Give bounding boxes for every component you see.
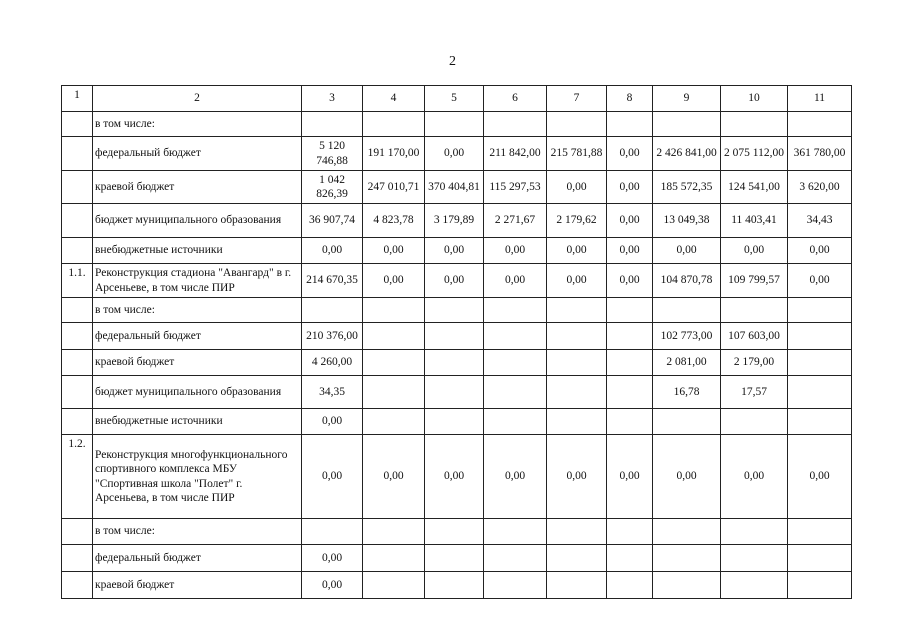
value-cell <box>653 298 721 323</box>
value-cell <box>653 112 721 137</box>
row-label: краевой бюджет <box>93 171 302 204</box>
value-cell: 0,00 <box>302 238 363 264</box>
value-cell: 0,00 <box>484 435 547 519</box>
value-cell <box>607 572 653 599</box>
value-cell <box>363 519 425 545</box>
value-cell <box>788 572 852 599</box>
value-cell: 102 773,00 <box>653 323 721 350</box>
table-row <box>62 409 852 435</box>
value-cell: 34,43 <box>788 204 852 238</box>
value-cell: 3 620,00 <box>788 171 852 204</box>
value-cell: 124 541,00 <box>721 171 788 204</box>
value-cell: 0,00 <box>721 238 788 264</box>
table-row <box>62 545 852 572</box>
value-cell: 109 799,57 <box>721 264 788 298</box>
value-cell: 210 376,00 <box>302 323 363 350</box>
table-row <box>62 435 852 519</box>
value-cell: 0,00 <box>302 435 363 519</box>
value-cell <box>484 298 547 323</box>
row-number <box>62 409 93 435</box>
value-cell: 0,00 <box>547 171 607 204</box>
value-cell: 4 260,00 <box>302 350 363 376</box>
value-cell: 211 842,00 <box>484 137 547 171</box>
row-label: Реконструкция многофункционального спортивного комплекса МБУ "Спортивная школа "Полет" г. Арсеньева, в том числе ПИР <box>93 435 302 519</box>
value-cell: 361 780,00 <box>788 137 852 171</box>
value-cell <box>607 519 653 545</box>
row-label: федеральный бюджет <box>93 137 302 171</box>
row-number <box>62 376 93 409</box>
value-cell <box>788 350 852 376</box>
value-cell: 0,00 <box>607 171 653 204</box>
value-cell <box>484 350 547 376</box>
table-row <box>62 137 852 171</box>
value-cell: 0,00 <box>363 238 425 264</box>
value-cell <box>302 298 363 323</box>
value-cell: 2 081,00 <box>653 350 721 376</box>
value-cell: 13 049,38 <box>653 204 721 238</box>
value-cell: 3 179,89 <box>425 204 484 238</box>
column-header: 6 <box>484 86 547 112</box>
value-cell: 0,00 <box>607 137 653 171</box>
row-number: 1.2. <box>62 435 93 519</box>
table-row <box>62 323 852 350</box>
value-cell: 0,00 <box>484 238 547 264</box>
value-cell <box>425 112 484 137</box>
table-row <box>62 350 852 376</box>
value-cell: 215 781,88 <box>547 137 607 171</box>
row-label: краевой бюджет <box>93 350 302 376</box>
value-cell: 0,00 <box>788 435 852 519</box>
value-cell: 0,00 <box>607 264 653 298</box>
value-cell <box>425 298 484 323</box>
column-header: 10 <box>721 86 788 112</box>
value-cell <box>721 572 788 599</box>
value-cell: 0,00 <box>547 238 607 264</box>
value-cell: 5 120 746,88 <box>302 137 363 171</box>
table-row <box>62 572 852 599</box>
row-number <box>62 350 93 376</box>
value-cell <box>547 376 607 409</box>
value-cell: 0,00 <box>547 435 607 519</box>
row-label: федеральный бюджет <box>93 545 302 572</box>
row-number <box>62 204 93 238</box>
value-cell: 0,00 <box>363 435 425 519</box>
value-cell <box>721 298 788 323</box>
column-header: 5 <box>425 86 484 112</box>
value-cell: 2 271,67 <box>484 204 547 238</box>
value-cell: 0,00 <box>653 238 721 264</box>
row-number: 1.1. <box>62 264 93 298</box>
value-cell <box>363 298 425 323</box>
value-cell <box>363 350 425 376</box>
table-row <box>62 204 852 238</box>
value-cell: 370 404,81 <box>425 171 484 204</box>
row-number <box>62 112 93 137</box>
value-cell <box>363 572 425 599</box>
value-cell <box>484 409 547 435</box>
value-cell: 191 170,00 <box>363 137 425 171</box>
value-cell <box>547 519 607 545</box>
budget-table <box>61 85 852 599</box>
value-cell: 0,00 <box>425 264 484 298</box>
value-cell <box>302 519 363 545</box>
table-row <box>62 264 852 298</box>
value-cell: 0,00 <box>302 572 363 599</box>
table-row <box>62 112 852 137</box>
value-cell <box>653 545 721 572</box>
value-cell <box>653 409 721 435</box>
row-label: внебюджетные источники <box>93 238 302 264</box>
value-cell: 0,00 <box>788 238 852 264</box>
value-cell <box>425 323 484 350</box>
value-cell <box>788 112 852 137</box>
value-cell <box>547 323 607 350</box>
value-cell <box>653 572 721 599</box>
row-label: Реконструкция стадиона "Авангард" в г. Арсеньеве, в том числе ПИР <box>93 264 302 298</box>
value-cell <box>363 376 425 409</box>
row-label: в том числе: <box>93 519 302 545</box>
row-number <box>62 238 93 264</box>
value-cell: 16,78 <box>653 376 721 409</box>
column-header: 1 <box>62 86 93 112</box>
value-cell: 0,00 <box>653 435 721 519</box>
value-cell <box>607 376 653 409</box>
column-header: 11 <box>788 86 852 112</box>
table-header-row <box>62 86 852 112</box>
value-cell <box>484 112 547 137</box>
row-number <box>62 298 93 323</box>
row-label: внебюджетные источники <box>93 409 302 435</box>
value-cell: 115 297,53 <box>484 171 547 204</box>
value-cell: 2 075 112,00 <box>721 137 788 171</box>
value-cell <box>425 350 484 376</box>
value-cell <box>788 545 852 572</box>
value-cell <box>547 112 607 137</box>
value-cell: 4 823,78 <box>363 204 425 238</box>
value-cell: 0,00 <box>607 238 653 264</box>
row-number <box>62 572 93 599</box>
value-cell <box>721 409 788 435</box>
value-cell <box>547 572 607 599</box>
row-number <box>62 519 93 545</box>
value-cell <box>363 409 425 435</box>
value-cell: 104 870,78 <box>653 264 721 298</box>
value-cell <box>788 376 852 409</box>
value-cell: 107 603,00 <box>721 323 788 350</box>
value-cell: 11 403,41 <box>721 204 788 238</box>
value-cell: 2 426 841,00 <box>653 137 721 171</box>
value-cell <box>363 112 425 137</box>
column-header: 9 <box>653 86 721 112</box>
column-header: 3 <box>302 86 363 112</box>
row-number <box>62 323 93 350</box>
table-row <box>62 376 852 409</box>
value-cell <box>425 376 484 409</box>
value-cell: 1 042 826,39 <box>302 171 363 204</box>
value-cell: 0,00 <box>302 545 363 572</box>
row-label: федеральный бюджет <box>93 323 302 350</box>
value-cell: 185 572,35 <box>653 171 721 204</box>
row-label: бюджет муниципального образования <box>93 376 302 409</box>
value-cell <box>547 545 607 572</box>
value-cell: 214 670,35 <box>302 264 363 298</box>
column-header: 8 <box>607 86 653 112</box>
value-cell: 0,00 <box>425 435 484 519</box>
value-cell: 247 010,71 <box>363 171 425 204</box>
value-cell <box>653 519 721 545</box>
value-cell <box>425 409 484 435</box>
value-cell: 0,00 <box>302 409 363 435</box>
row-label: в том числе: <box>93 112 302 137</box>
page-number: 2 <box>449 54 456 69</box>
value-cell: 0,00 <box>425 238 484 264</box>
value-cell: 0,00 <box>547 264 607 298</box>
value-cell: 0,00 <box>607 204 653 238</box>
row-label: краевой бюджет <box>93 572 302 599</box>
value-cell <box>607 323 653 350</box>
row-label: в том числе: <box>93 298 302 323</box>
value-cell <box>484 376 547 409</box>
value-cell <box>484 519 547 545</box>
value-cell: 2 179,00 <box>721 350 788 376</box>
row-number <box>62 137 93 171</box>
table-row <box>62 171 852 204</box>
row-label: бюджет муниципального образования <box>93 204 302 238</box>
value-cell <box>607 409 653 435</box>
value-cell <box>607 112 653 137</box>
value-cell <box>363 545 425 572</box>
value-cell <box>788 298 852 323</box>
value-cell <box>547 350 607 376</box>
column-header: 7 <box>547 86 607 112</box>
value-cell <box>363 323 425 350</box>
column-header: 2 <box>93 86 302 112</box>
value-cell <box>607 545 653 572</box>
value-cell: 2 179,62 <box>547 204 607 238</box>
value-cell <box>788 409 852 435</box>
value-cell <box>484 545 547 572</box>
value-cell: 0,00 <box>363 264 425 298</box>
value-cell: 0,00 <box>788 264 852 298</box>
value-cell: 34,35 <box>302 376 363 409</box>
value-cell <box>302 112 363 137</box>
value-cell: 0,00 <box>721 435 788 519</box>
value-cell: 0,00 <box>484 264 547 298</box>
value-cell: 0,00 <box>425 137 484 171</box>
value-cell <box>425 519 484 545</box>
value-cell <box>425 572 484 599</box>
value-cell <box>721 545 788 572</box>
value-cell <box>484 323 547 350</box>
row-number <box>62 171 93 204</box>
column-header: 4 <box>363 86 425 112</box>
value-cell <box>721 519 788 545</box>
table-row <box>62 298 852 323</box>
row-number <box>62 545 93 572</box>
value-cell <box>547 409 607 435</box>
value-cell <box>788 323 852 350</box>
value-cell <box>788 519 852 545</box>
table-row <box>62 519 852 545</box>
value-cell: 0,00 <box>607 435 653 519</box>
value-cell <box>425 545 484 572</box>
value-cell: 17,57 <box>721 376 788 409</box>
value-cell <box>547 298 607 323</box>
value-cell: 36 907,74 <box>302 204 363 238</box>
value-cell <box>607 350 653 376</box>
value-cell <box>607 298 653 323</box>
value-cell <box>484 572 547 599</box>
value-cell <box>721 112 788 137</box>
table-row <box>62 238 852 264</box>
